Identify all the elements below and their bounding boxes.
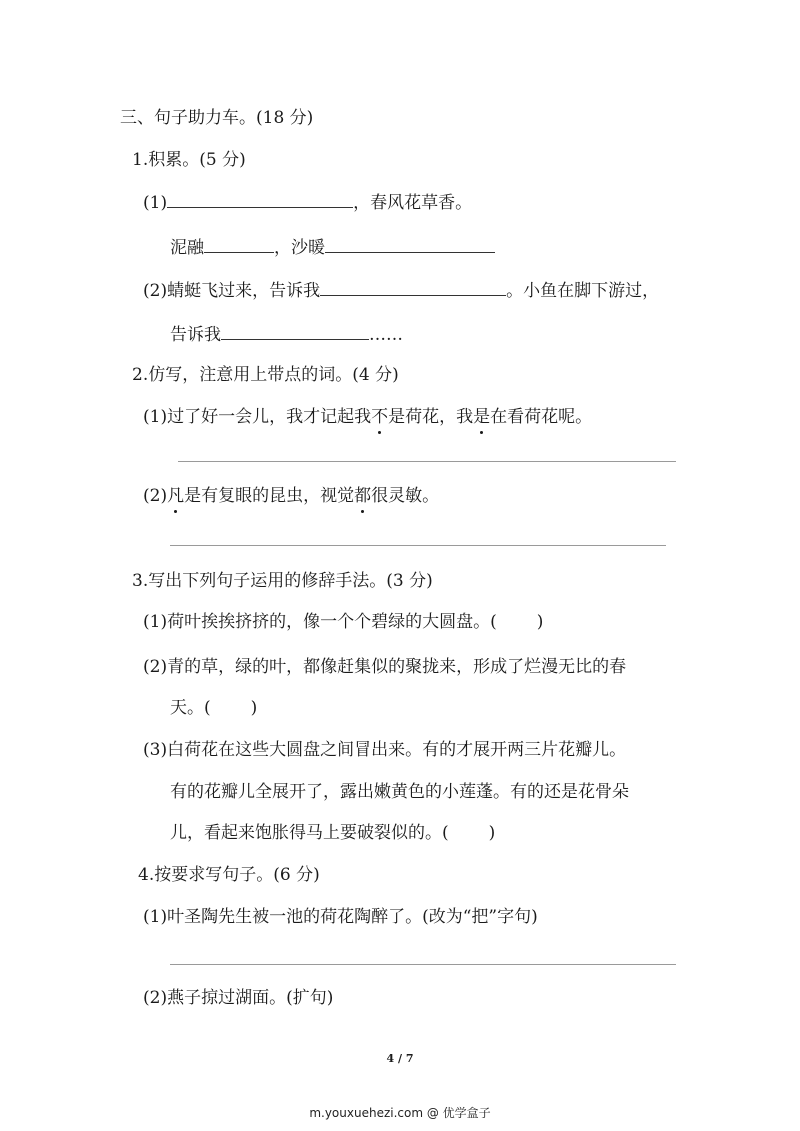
- q3-item1-text: (1)荷叶挨挨挤挤的，像一个个碧绿的大圆盘。(: [143, 612, 497, 632]
- q4-title: 4.按要求写句子。(6 分): [138, 865, 320, 885]
- q3-item1: [143, 611, 543, 633]
- q1-item1: [143, 191, 472, 214]
- q2-item2-dot-word-1: 凡: [167, 486, 185, 506]
- page-number: 4 / 7: [386, 1052, 414, 1065]
- q2-item2-post: 很灵敏。: [371, 486, 440, 506]
- q2-item2: [143, 485, 439, 507]
- q1-item2c-blank[interactable]: [221, 323, 369, 340]
- q1-item2-text-b: 。小鱼在脚下游过，: [506, 281, 660, 301]
- q2-item1-dot-word-1: 不: [371, 407, 389, 427]
- q3-item2-line1: (2)青的草，绿的叶，都像赶集似的聚拢来，形成了烂漫无比的春: [143, 657, 627, 677]
- q1-item1-blank[interactable]: [167, 191, 353, 208]
- q3-item3-line1: (3)白荷花在这些大圆盘之间冒出来。有的才展开两三片花瓣儿。: [143, 740, 627, 760]
- q3-title: 3.写出下列句子运用的修辞手法。(3 分): [132, 571, 433, 591]
- q3-item3-line3: [170, 822, 495, 844]
- q2-item1: [143, 406, 592, 428]
- q1-item1b-text-b: ，沙暖: [274, 238, 325, 258]
- section-title: 三、句子助力车。(18 分): [120, 108, 314, 128]
- q2-item2-answer-line[interactable]: [170, 545, 666, 546]
- q1-item2c-ellipsis: ……: [369, 325, 403, 345]
- q2-item1-dot-word-2: 是: [473, 407, 491, 427]
- q2-item2-pre: (2): [143, 486, 168, 506]
- q2-item2-dot-word-2: 都: [354, 486, 372, 506]
- q1-item2c: [170, 323, 403, 346]
- q1-item1b-text-a: 泥融: [170, 238, 204, 258]
- q2-item1-mid: 是荷花，我: [388, 407, 474, 427]
- q2-item1-pre: (1)过了好一会儿，我才记起我: [143, 407, 372, 427]
- q1-item2c-text-a: 告诉我: [170, 325, 221, 345]
- q2-title: 2.仿写，注意用上带点的词。(4 分): [132, 365, 399, 385]
- q1-item1b-blank-1[interactable]: [204, 236, 274, 253]
- q2-item2-mid: 是有复眼的昆虫，视觉: [184, 486, 355, 506]
- q1-item1b: [170, 236, 495, 259]
- footer-watermark: m.youxuehezi.com @ 优学盒子: [309, 1106, 491, 1120]
- q1-item2-text-a: (2)蜻蜓飞过来，告诉我: [143, 281, 321, 301]
- q2-item1-post: 在看荷花呢。: [490, 407, 593, 427]
- q1-item1b-blank-2[interactable]: [325, 236, 495, 253]
- q3-item2-close-paren: ): [250, 698, 258, 718]
- q4-item1-answer-line[interactable]: [170, 964, 676, 965]
- q3-item3-text: 儿，看起来饱胀得马上要破裂似的。(: [170, 823, 449, 843]
- q4-item2: (2)燕子掠过湖面。(扩句): [143, 988, 334, 1008]
- q3-item3-line2: 有的花瓣儿全展开了，露出嫩黄色的小莲蓬。有的还是花骨朵: [170, 782, 629, 802]
- q3-item3-close-paren: ): [488, 823, 496, 843]
- q1-item2: [143, 279, 659, 302]
- q4-item1: (1)叶圣陶先生被一池的荷花陶醉了。(改为“把”字句): [143, 907, 538, 927]
- q1-item1-prefix: (1): [143, 193, 168, 213]
- q1-item2-blank[interactable]: [320, 279, 506, 296]
- q3-item1-close-paren: ): [536, 612, 544, 632]
- q1-item1-suffix: ，春风花草香。: [353, 193, 473, 213]
- q3-item2-text: 天。(: [170, 698, 211, 718]
- q1-title: 1.积累。(5 分): [132, 150, 246, 170]
- q3-item2-line2: [170, 697, 257, 719]
- q2-item1-answer-line[interactable]: [178, 461, 676, 462]
